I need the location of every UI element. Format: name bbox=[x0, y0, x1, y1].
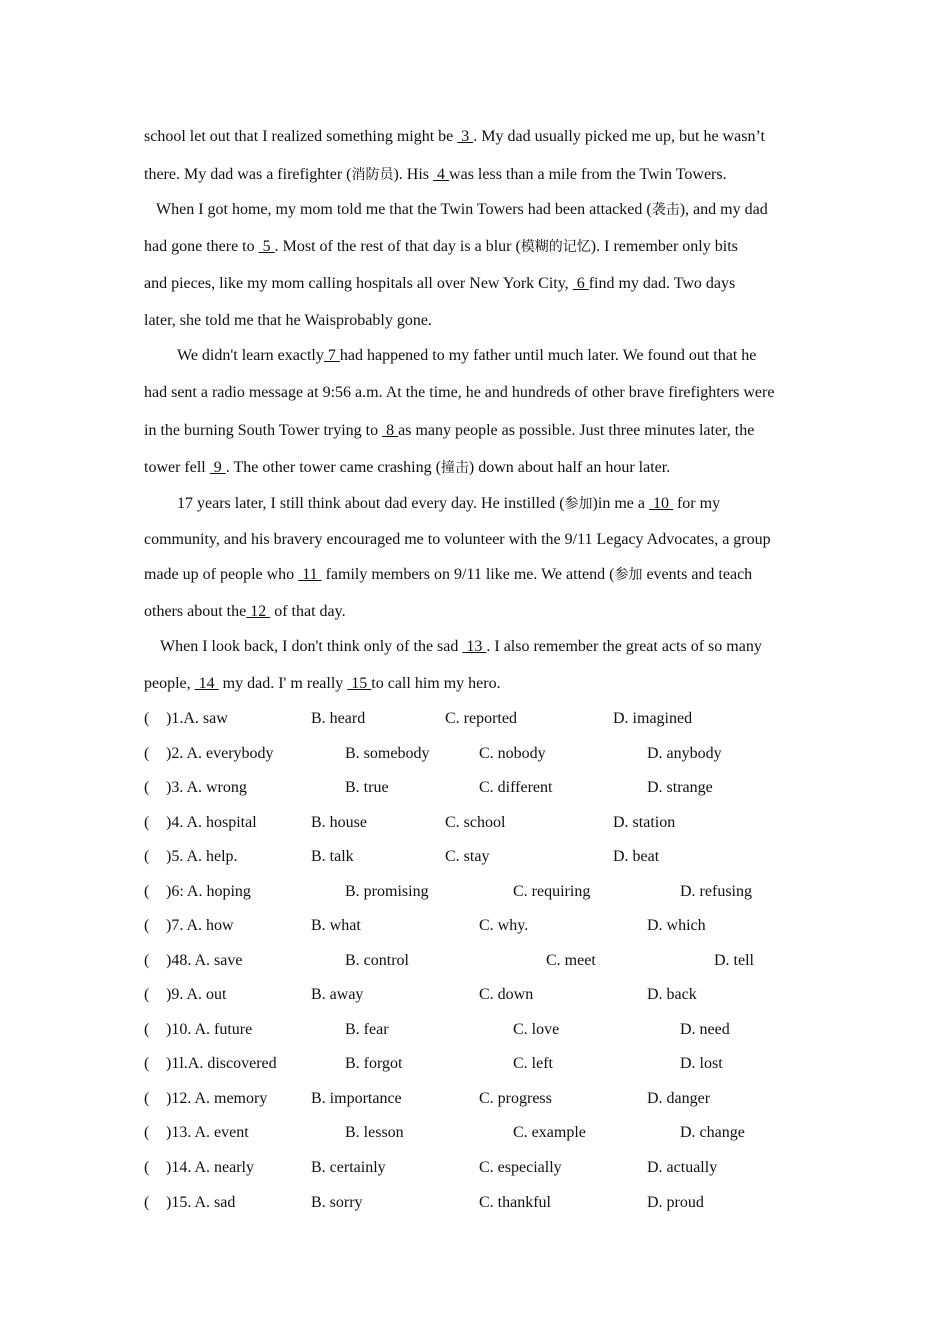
option-c: C. requiring bbox=[513, 883, 591, 900]
question-number-option-a: )6: A. hoping bbox=[166, 883, 251, 900]
option-c: C. different bbox=[479, 779, 553, 796]
option-b: B. true bbox=[345, 779, 389, 796]
text: events and teach bbox=[642, 566, 753, 583]
option-c: C. reported bbox=[445, 710, 517, 727]
text: had gone there to bbox=[144, 238, 259, 255]
answer-bracket[interactable]: ( bbox=[144, 986, 150, 1003]
passage-line bbox=[177, 494, 720, 514]
option-b: B. house bbox=[311, 814, 367, 831]
answer-bracket[interactable]: ( bbox=[144, 745, 150, 762]
option-c: C. progress bbox=[479, 1090, 552, 1107]
option-c: C. love bbox=[513, 1021, 560, 1038]
text: in the burning South Tower trying to bbox=[144, 422, 383, 439]
option-b: B. sorry bbox=[311, 1194, 363, 1211]
option-d: D. actually bbox=[647, 1159, 718, 1176]
blank-10: 10 bbox=[648, 495, 673, 512]
text: later, she told me that he Waisprobably gone. bbox=[144, 312, 432, 329]
blank-7: 7 bbox=[323, 347, 340, 364]
text: and pieces, like my mom calling hospitals all over New York City, bbox=[144, 275, 573, 292]
passage-line bbox=[144, 383, 774, 403]
text: had happened to my father until much later. We found out that he bbox=[339, 347, 757, 364]
option-d: D. which bbox=[647, 917, 706, 934]
blank-14: 14 bbox=[194, 675, 219, 692]
blank-6: 6 bbox=[572, 275, 589, 292]
option-c: C. stay bbox=[445, 848, 490, 865]
text: community, and his bravery encouraged me to volunteer with the 9/11 Legacy Advocates, a group bbox=[144, 531, 771, 548]
answer-bracket[interactable]: ( bbox=[144, 1194, 150, 1211]
text: was less than a mile from the Twin Towers. bbox=[449, 166, 727, 183]
passage-line bbox=[144, 311, 432, 331]
option-b: B. forgot bbox=[345, 1055, 403, 1072]
passage-line bbox=[144, 674, 501, 694]
blank-9: 9 bbox=[209, 459, 226, 476]
option-c: C. down bbox=[479, 986, 534, 1003]
text: . The other tower came crashing ( bbox=[225, 459, 441, 476]
option-b: B. fear bbox=[345, 1021, 389, 1038]
answer-bracket[interactable]: ( bbox=[144, 1124, 150, 1141]
passage-line bbox=[144, 565, 752, 585]
question-number-option-a: )3. A. wrong bbox=[166, 779, 247, 796]
answer-bracket[interactable]: ( bbox=[144, 814, 150, 831]
chinese-gloss: 消防员 bbox=[351, 167, 394, 183]
text: as many people as possible. Just three minutes later, the bbox=[398, 422, 755, 439]
blank-5: 5 bbox=[258, 238, 275, 255]
text: of that day. bbox=[270, 603, 346, 620]
option-b: B. heard bbox=[311, 710, 366, 727]
blank-8: 8 bbox=[382, 422, 399, 439]
question-number-option-a: )1l.A. discovered bbox=[166, 1055, 277, 1072]
text: When I got home, my mom told me that the Twin Towers had been attacked ( bbox=[156, 201, 652, 218]
text: for my bbox=[672, 495, 721, 512]
text: there. My dad was a firefighter ( bbox=[144, 166, 352, 183]
question-number-option-a: )10. A. future bbox=[166, 1021, 253, 1038]
passage-line bbox=[144, 458, 670, 478]
text: family members on 9/11 like me. We attend ( bbox=[321, 566, 615, 583]
question-number-option-a: )4. A. hospital bbox=[166, 814, 257, 831]
option-d: D. anybody bbox=[647, 745, 722, 762]
option-c: C. thankful bbox=[479, 1194, 551, 1211]
blank-15: 15 bbox=[347, 675, 372, 692]
option-d: D. station bbox=[613, 814, 676, 831]
text: . I also remember the great acts of so many bbox=[486, 638, 762, 655]
blank-12: 12 bbox=[246, 603, 271, 620]
chinese-gloss: 撞击 bbox=[440, 460, 469, 476]
option-c: C. nobody bbox=[479, 745, 546, 762]
passage-line bbox=[144, 602, 346, 622]
option-d: D. need bbox=[680, 1021, 730, 1038]
text: my dad. I' m really bbox=[218, 675, 348, 692]
question-number-option-a: )9. A. out bbox=[166, 986, 227, 1003]
text: others about the bbox=[144, 603, 247, 620]
option-c: C. left bbox=[513, 1055, 553, 1072]
option-d: D. imagined bbox=[613, 710, 693, 727]
question-number-option-a: )12. A. memory bbox=[166, 1090, 268, 1107]
answer-bracket[interactable]: ( bbox=[144, 883, 150, 900]
option-d: D. proud bbox=[647, 1194, 704, 1211]
option-b: B. what bbox=[311, 917, 361, 934]
option-b: B. away bbox=[311, 986, 364, 1003]
text: )in me a bbox=[592, 495, 649, 512]
answer-bracket[interactable]: ( bbox=[144, 779, 150, 796]
option-b: B. certainly bbox=[311, 1159, 386, 1176]
text: ). His bbox=[393, 166, 434, 183]
answer-bracket[interactable]: ( bbox=[144, 1021, 150, 1038]
question-number-option-a: )14. A. nearly bbox=[166, 1159, 254, 1176]
text: ), and my dad bbox=[679, 201, 768, 218]
text: We didn't learn exactly bbox=[177, 347, 324, 364]
option-c: C. meet bbox=[546, 952, 596, 969]
option-d: D. danger bbox=[647, 1090, 711, 1107]
blank-3: 3 bbox=[457, 128, 474, 145]
option-d: D. beat bbox=[613, 848, 660, 865]
answer-bracket[interactable]: ( bbox=[144, 1090, 150, 1107]
text: had sent a radio message at 9:56 a.m. At the time, he and hundreds of other brave firefighters were bbox=[144, 384, 775, 401]
option-b: B. control bbox=[345, 952, 409, 969]
text: . My dad usually picked me up, but he wasn’t bbox=[473, 128, 765, 145]
answer-bracket[interactable]: ( bbox=[144, 1159, 150, 1176]
passage-line bbox=[144, 274, 735, 294]
question-number-option-a: )5. A. help. bbox=[166, 848, 238, 865]
option-d: D. tell bbox=[714, 952, 754, 969]
option-c: C. example bbox=[513, 1124, 586, 1141]
option-c: C. school bbox=[445, 814, 506, 831]
option-b: B. promising bbox=[345, 883, 429, 900]
text: to call him my hero. bbox=[371, 675, 501, 692]
option-c: C. why. bbox=[479, 917, 529, 934]
option-b: B. lesson bbox=[345, 1124, 404, 1141]
option-b: B. talk bbox=[311, 848, 354, 865]
option-d: D. refusing bbox=[680, 883, 752, 900]
text: . Most of the rest of that day is a blur ( bbox=[274, 238, 521, 255]
option-b: B. somebody bbox=[345, 745, 430, 762]
option-d: D. back bbox=[647, 986, 697, 1003]
text: school let out that I realized something might be bbox=[144, 128, 458, 145]
text: ) down about half an hour later. bbox=[468, 459, 671, 476]
chinese-gloss: 袭击 bbox=[651, 202, 680, 218]
answer-bracket[interactable]: ( bbox=[144, 952, 150, 969]
question-number-option-a: )1.A. saw bbox=[166, 710, 228, 727]
text: made up of people who bbox=[144, 566, 299, 583]
passage-line bbox=[144, 530, 771, 550]
passage-line bbox=[144, 165, 727, 185]
answer-bracket[interactable]: ( bbox=[144, 1055, 150, 1072]
chinese-gloss: 参加 bbox=[564, 496, 593, 512]
option-d: D. change bbox=[680, 1124, 745, 1141]
passage-line bbox=[177, 346, 756, 366]
text: 17 years later, I still think about dad every day. He instilled ( bbox=[177, 495, 565, 512]
text: ). I remember only bits bbox=[590, 238, 738, 255]
question-number-option-a: )48. A. save bbox=[166, 952, 243, 969]
passage-line bbox=[156, 200, 768, 220]
blank-11: 11 bbox=[298, 566, 322, 583]
text: When I look back, I don't think only of the sad bbox=[160, 638, 463, 655]
option-d: D. strange bbox=[647, 779, 713, 796]
passage-line bbox=[144, 421, 754, 441]
question-number-option-a: )7. A. how bbox=[166, 917, 234, 934]
option-d: D. lost bbox=[680, 1055, 723, 1072]
answer-bracket[interactable]: ( bbox=[144, 710, 150, 727]
text: people, bbox=[144, 675, 195, 692]
text: tower fell bbox=[144, 459, 210, 476]
chinese-gloss: 模糊的记忆 bbox=[520, 239, 591, 255]
passage-line bbox=[144, 237, 738, 257]
passage-line bbox=[160, 637, 762, 657]
passage-line bbox=[144, 127, 765, 147]
question-number-option-a: )13. A. event bbox=[166, 1124, 249, 1141]
answer-bracket[interactable]: ( bbox=[144, 917, 150, 934]
question-number-option-a: )2. A. everybody bbox=[166, 745, 274, 762]
blank-13: 13 bbox=[462, 638, 487, 655]
option-c: C. especially bbox=[479, 1159, 562, 1176]
blank-4: 4 bbox=[433, 166, 450, 183]
option-b: B. importance bbox=[311, 1090, 402, 1107]
answer-bracket[interactable]: ( bbox=[144, 848, 150, 865]
question-number-option-a: )15. A. sad bbox=[166, 1194, 236, 1211]
chinese-gloss: 参加 bbox=[614, 567, 643, 583]
text: find my dad. Two days bbox=[588, 275, 736, 292]
